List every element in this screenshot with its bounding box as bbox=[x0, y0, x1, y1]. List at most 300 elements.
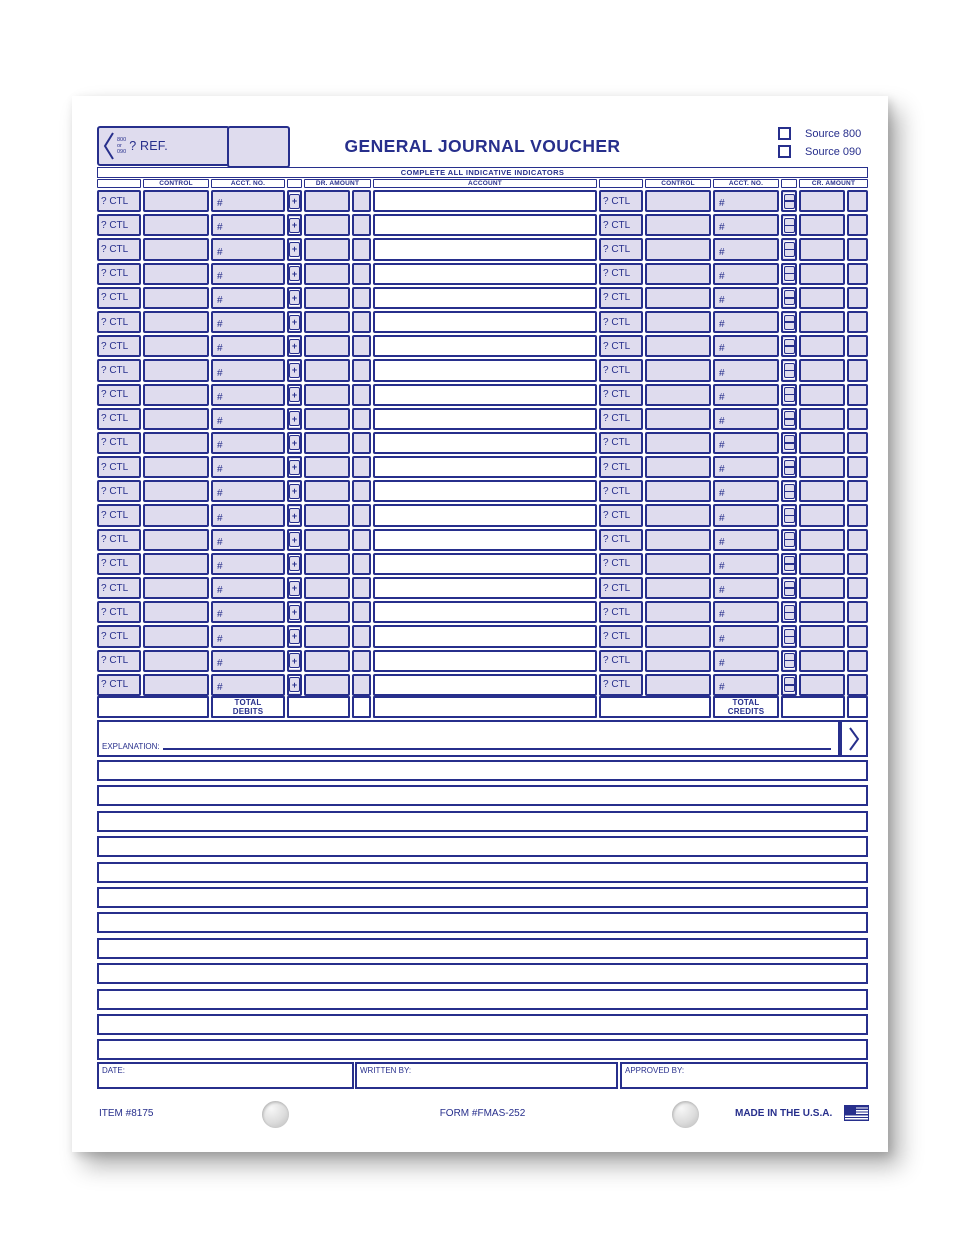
acct-no-cell-right[interactable]: # bbox=[713, 529, 779, 551]
ctl-cell-left[interactable]: ? CTL bbox=[97, 238, 141, 260]
cr-amount-cell[interactable] bbox=[799, 480, 845, 502]
control-cell-left[interactable] bbox=[143, 529, 209, 551]
cr-cents-cell[interactable] bbox=[847, 408, 868, 430]
dr-amount-cell[interactable] bbox=[304, 432, 350, 454]
debit-indicator-cell[interactable] bbox=[287, 408, 302, 430]
credit-indicator-cell[interactable] bbox=[781, 601, 797, 623]
cr-amount-cell[interactable] bbox=[799, 263, 845, 285]
credit-indicator-cell[interactable] bbox=[781, 650, 797, 672]
dr-cents-cell[interactable] bbox=[352, 553, 371, 575]
ctl-cell-right[interactable]: ? CTL bbox=[599, 311, 643, 333]
write-in-line[interactable] bbox=[97, 963, 868, 984]
cr-amount-cell[interactable] bbox=[799, 311, 845, 333]
acct-no-cell-right[interactable]: # bbox=[713, 456, 779, 478]
acct-no-cell-left[interactable]: # bbox=[211, 408, 285, 430]
write-in-line[interactable] bbox=[97, 1039, 868, 1060]
cr-cents-cell[interactable] bbox=[847, 311, 868, 333]
dr-cents-cell[interactable] bbox=[352, 504, 371, 526]
cr-amount-cell[interactable] bbox=[799, 238, 845, 260]
control-cell-right[interactable] bbox=[645, 553, 711, 575]
acct-no-cell-left[interactable]: # bbox=[211, 480, 285, 502]
debit-indicator-cell[interactable] bbox=[287, 214, 302, 236]
cr-amount-cell[interactable] bbox=[799, 335, 845, 357]
ctl-cell-left[interactable]: ? CTL bbox=[97, 263, 141, 285]
total-debits-amount-cell[interactable] bbox=[287, 696, 350, 718]
acct-no-cell-right[interactable]: # bbox=[713, 287, 779, 309]
debit-indicator-cell[interactable] bbox=[287, 238, 302, 260]
credit-indicator-cell[interactable] bbox=[781, 287, 797, 309]
total-debits-blank-left[interactable] bbox=[97, 696, 209, 718]
dr-amount-cell[interactable] bbox=[304, 480, 350, 502]
dr-amount-cell[interactable] bbox=[304, 238, 350, 260]
acct-no-cell-left[interactable]: # bbox=[211, 287, 285, 309]
control-cell-left[interactable] bbox=[143, 311, 209, 333]
write-in-line[interactable] bbox=[97, 1014, 868, 1035]
total-account-blank[interactable] bbox=[373, 696, 597, 718]
ctl-cell-right[interactable]: ? CTL bbox=[599, 263, 643, 285]
control-cell-left[interactable] bbox=[143, 384, 209, 406]
cr-cents-cell[interactable] bbox=[847, 287, 868, 309]
cr-cents-cell[interactable] bbox=[847, 577, 868, 599]
debit-indicator-cell[interactable] bbox=[287, 674, 302, 696]
acct-no-cell-left[interactable]: # bbox=[211, 529, 285, 551]
write-in-line[interactable] bbox=[97, 862, 868, 883]
acct-no-cell-left[interactable]: # bbox=[211, 238, 285, 260]
acct-no-cell-left[interactable]: # bbox=[211, 432, 285, 454]
ctl-cell-left[interactable]: ? CTL bbox=[97, 214, 141, 236]
credit-indicator-cell[interactable] bbox=[781, 456, 797, 478]
acct-no-cell-right[interactable]: # bbox=[713, 384, 779, 406]
dr-amount-cell[interactable] bbox=[304, 529, 350, 551]
ctl-cell-right[interactable]: ? CTL bbox=[599, 480, 643, 502]
acct-no-cell-left[interactable]: # bbox=[211, 384, 285, 406]
acct-no-cell-right[interactable]: # bbox=[713, 432, 779, 454]
written-by-field[interactable] bbox=[355, 1062, 618, 1089]
control-cell-left[interactable] bbox=[143, 359, 209, 381]
control-cell-left[interactable] bbox=[143, 650, 209, 672]
control-cell-right[interactable] bbox=[645, 456, 711, 478]
acct-no-cell-right[interactable]: # bbox=[713, 553, 779, 575]
ctl-cell-left[interactable]: ? CTL bbox=[97, 480, 141, 502]
dr-amount-cell[interactable] bbox=[304, 577, 350, 599]
debit-indicator-cell[interactable] bbox=[287, 601, 302, 623]
ctl-cell-left[interactable]: ? CTL bbox=[97, 311, 141, 333]
dr-amount-cell[interactable] bbox=[304, 408, 350, 430]
ctl-cell-right[interactable]: ? CTL bbox=[599, 335, 643, 357]
dr-amount-cell[interactable] bbox=[304, 311, 350, 333]
ctl-cell-left[interactable]: ? CTL bbox=[97, 674, 141, 696]
ctl-cell-right[interactable]: ? CTL bbox=[599, 577, 643, 599]
control-cell-left[interactable] bbox=[143, 214, 209, 236]
debit-indicator-cell[interactable] bbox=[287, 529, 302, 551]
dr-amount-cell[interactable] bbox=[304, 625, 350, 647]
debit-indicator-cell[interactable] bbox=[287, 577, 302, 599]
acct-no-cell-left[interactable]: # bbox=[211, 504, 285, 526]
acct-no-cell-left[interactable]: # bbox=[211, 577, 285, 599]
account-cell[interactable] bbox=[373, 650, 597, 672]
cr-amount-cell[interactable] bbox=[799, 384, 845, 406]
dr-amount-cell[interactable] bbox=[304, 650, 350, 672]
acct-no-cell-right[interactable]: # bbox=[713, 214, 779, 236]
write-in-line[interactable] bbox=[97, 938, 868, 959]
control-cell-right[interactable] bbox=[645, 384, 711, 406]
account-cell[interactable] bbox=[373, 577, 597, 599]
control-cell-left[interactable] bbox=[143, 480, 209, 502]
cr-cents-cell[interactable] bbox=[847, 263, 868, 285]
control-cell-right[interactable] bbox=[645, 238, 711, 260]
acct-no-cell-right[interactable]: # bbox=[713, 480, 779, 502]
control-cell-right[interactable] bbox=[645, 359, 711, 381]
ctl-cell-right[interactable]: ? CTL bbox=[599, 456, 643, 478]
cr-cents-cell[interactable] bbox=[847, 190, 868, 212]
cr-amount-cell[interactable] bbox=[799, 674, 845, 696]
account-cell[interactable] bbox=[373, 504, 597, 526]
debit-indicator-cell[interactable] bbox=[287, 311, 302, 333]
cr-amount-cell[interactable] bbox=[799, 287, 845, 309]
debit-indicator-cell[interactable] bbox=[287, 335, 302, 357]
cr-amount-cell[interactable] bbox=[799, 504, 845, 526]
dr-cents-cell[interactable] bbox=[352, 625, 371, 647]
ctl-cell-right[interactable]: ? CTL bbox=[599, 601, 643, 623]
control-cell-right[interactable] bbox=[645, 408, 711, 430]
credit-indicator-cell[interactable] bbox=[781, 311, 797, 333]
ctl-cell-right[interactable]: ? CTL bbox=[599, 432, 643, 454]
cr-cents-cell[interactable] bbox=[847, 238, 868, 260]
account-cell[interactable] bbox=[373, 674, 597, 696]
acct-no-cell-left[interactable]: # bbox=[211, 456, 285, 478]
acct-no-cell-right[interactable]: # bbox=[713, 650, 779, 672]
control-cell-left[interactable] bbox=[143, 625, 209, 647]
debit-indicator-cell[interactable] bbox=[287, 359, 302, 381]
ctl-cell-right[interactable]: ? CTL bbox=[599, 650, 643, 672]
cr-amount-cell[interactable] bbox=[799, 650, 845, 672]
acct-no-cell-right[interactable]: # bbox=[713, 335, 779, 357]
cr-cents-cell[interactable] bbox=[847, 529, 868, 551]
ctl-cell-left[interactable]: ? CTL bbox=[97, 504, 141, 526]
dr-cents-cell[interactable] bbox=[352, 287, 371, 309]
control-cell-left[interactable] bbox=[143, 238, 209, 260]
date-field[interactable] bbox=[97, 1062, 354, 1089]
dr-cents-cell[interactable] bbox=[352, 214, 371, 236]
dr-cents-cell[interactable] bbox=[352, 238, 371, 260]
dr-amount-cell[interactable] bbox=[304, 456, 350, 478]
ctl-cell-right[interactable]: ? CTL bbox=[599, 238, 643, 260]
debit-indicator-cell[interactable] bbox=[287, 504, 302, 526]
control-cell-left[interactable] bbox=[143, 263, 209, 285]
dr-amount-cell[interactable] bbox=[304, 674, 350, 696]
control-cell-right[interactable] bbox=[645, 625, 711, 647]
debit-indicator-cell[interactable] bbox=[287, 263, 302, 285]
ctl-cell-left[interactable]: ? CTL bbox=[97, 553, 141, 575]
debit-indicator-cell[interactable] bbox=[287, 480, 302, 502]
debit-indicator-cell[interactable] bbox=[287, 553, 302, 575]
write-in-line[interactable] bbox=[97, 836, 868, 857]
ctl-cell-left[interactable]: ? CTL bbox=[97, 359, 141, 381]
credit-indicator-cell[interactable] bbox=[781, 190, 797, 212]
account-cell[interactable] bbox=[373, 238, 597, 260]
acct-no-cell-left[interactable]: # bbox=[211, 601, 285, 623]
account-cell[interactable] bbox=[373, 456, 597, 478]
control-cell-left[interactable] bbox=[143, 456, 209, 478]
acct-no-cell-left[interactable]: # bbox=[211, 335, 285, 357]
dr-amount-cell[interactable] bbox=[304, 263, 350, 285]
cr-cents-cell[interactable] bbox=[847, 601, 868, 623]
account-cell[interactable] bbox=[373, 480, 597, 502]
acct-no-cell-right[interactable]: # bbox=[713, 408, 779, 430]
plus-box-icon: + bbox=[289, 315, 300, 330]
account-cell[interactable] bbox=[373, 384, 597, 406]
dr-cents-cell[interactable] bbox=[352, 408, 371, 430]
debit-indicator-cell[interactable] bbox=[287, 287, 302, 309]
account-cell[interactable] bbox=[373, 625, 597, 647]
control-cell-right[interactable] bbox=[645, 287, 711, 309]
control-cell-right[interactable] bbox=[645, 601, 711, 623]
ctl-cell-left[interactable]: ? CTL bbox=[97, 625, 141, 647]
acct-no-cell-left[interactable]: # bbox=[211, 214, 285, 236]
dr-cents-cell[interactable] bbox=[352, 674, 371, 696]
source-090-checkbox[interactable] bbox=[778, 145, 791, 158]
acct-no-cell-left[interactable]: # bbox=[211, 263, 285, 285]
ctl-cell-right[interactable]: ? CTL bbox=[599, 529, 643, 551]
total-credits-blank-left[interactable] bbox=[599, 696, 711, 718]
write-in-line[interactable] bbox=[97, 912, 868, 933]
credit-indicator-cell[interactable] bbox=[781, 214, 797, 236]
cr-cents-cell[interactable] bbox=[847, 553, 868, 575]
control-cell-right[interactable] bbox=[645, 432, 711, 454]
credit-indicator-cell[interactable] bbox=[781, 359, 797, 381]
account-cell[interactable] bbox=[373, 359, 597, 381]
ctl-cell-right[interactable]: ? CTL bbox=[599, 625, 643, 647]
dr-amount-cell[interactable] bbox=[304, 335, 350, 357]
debit-indicator-cell[interactable] bbox=[287, 384, 302, 406]
debit-indicator-cell[interactable] bbox=[287, 432, 302, 454]
control-cell-left[interactable] bbox=[143, 335, 209, 357]
dr-amount-cell[interactable] bbox=[304, 190, 350, 212]
cr-amount-cell[interactable] bbox=[799, 601, 845, 623]
account-cell[interactable] bbox=[373, 311, 597, 333]
dr-cents-cell[interactable] bbox=[352, 359, 371, 381]
account-cell[interactable] bbox=[373, 287, 597, 309]
write-in-line[interactable] bbox=[97, 989, 868, 1010]
ctl-cell-right[interactable]: ? CTL bbox=[599, 190, 643, 212]
ctl-cell-right[interactable]: ? CTL bbox=[599, 504, 643, 526]
credit-indicator-cell[interactable] bbox=[781, 504, 797, 526]
credit-indicator-cell[interactable] bbox=[781, 408, 797, 430]
dr-cents-cell[interactable] bbox=[352, 480, 371, 502]
acct-no-cell-right[interactable]: # bbox=[713, 263, 779, 285]
control-cell-left[interactable] bbox=[143, 408, 209, 430]
cr-cents-cell[interactable] bbox=[847, 384, 868, 406]
ctl-cell-left[interactable]: ? CTL bbox=[97, 650, 141, 672]
acct-no-cell-right[interactable]: # bbox=[713, 625, 779, 647]
acct-no-cell-left[interactable]: # bbox=[211, 650, 285, 672]
ctl-cell-right[interactable]: ? CTL bbox=[599, 384, 643, 406]
control-cell-left[interactable] bbox=[143, 553, 209, 575]
cr-amount-cell[interactable] bbox=[799, 456, 845, 478]
dr-amount-cell[interactable] bbox=[304, 384, 350, 406]
dr-cents-cell[interactable] bbox=[352, 190, 371, 212]
ctl-cell-right[interactable]: ? CTL bbox=[599, 408, 643, 430]
control-cell-right[interactable] bbox=[645, 190, 711, 212]
control-cell-right[interactable] bbox=[645, 480, 711, 502]
account-cell[interactable] bbox=[373, 408, 597, 430]
control-cell-right[interactable] bbox=[645, 311, 711, 333]
source-800-checkbox[interactable] bbox=[778, 127, 791, 140]
cr-cents-cell[interactable] bbox=[847, 480, 868, 502]
dr-cents-cell[interactable] bbox=[352, 650, 371, 672]
cr-amount-cell[interactable] bbox=[799, 625, 845, 647]
cr-cents-cell[interactable] bbox=[847, 650, 868, 672]
credit-indicator-cell[interactable] bbox=[781, 674, 797, 696]
ctl-cell-left[interactable]: ? CTL bbox=[97, 287, 141, 309]
acct-no-cell-right[interactable]: # bbox=[713, 359, 779, 381]
acct-no-cell-right[interactable]: # bbox=[713, 577, 779, 599]
dr-amount-cell[interactable] bbox=[304, 359, 350, 381]
cr-cents-cell[interactable] bbox=[847, 504, 868, 526]
dr-cents-cell[interactable] bbox=[352, 529, 371, 551]
dr-cents-cell[interactable] bbox=[352, 384, 371, 406]
cr-cents-cell[interactable] bbox=[847, 674, 868, 696]
account-cell[interactable] bbox=[373, 263, 597, 285]
acct-no-cell-left[interactable]: # bbox=[211, 311, 285, 333]
write-in-line[interactable] bbox=[97, 811, 868, 832]
control-cell-left[interactable] bbox=[143, 601, 209, 623]
cr-cents-cell[interactable] bbox=[847, 335, 868, 357]
control-cell-right[interactable] bbox=[645, 214, 711, 236]
cr-amount-cell[interactable] bbox=[799, 432, 845, 454]
ctl-cell-right[interactable]: ? CTL bbox=[599, 553, 643, 575]
dr-cents-cell[interactable] bbox=[352, 263, 371, 285]
cr-cents-cell[interactable] bbox=[847, 359, 868, 381]
account-cell[interactable] bbox=[373, 432, 597, 454]
acct-no-cell-left[interactable]: # bbox=[211, 625, 285, 647]
approved-by-field[interactable] bbox=[620, 1062, 868, 1089]
dr-amount-cell[interactable] bbox=[304, 601, 350, 623]
cr-amount-cell[interactable] bbox=[799, 190, 845, 212]
dr-cents-cell[interactable] bbox=[352, 601, 371, 623]
account-cell[interactable] bbox=[373, 601, 597, 623]
account-cell[interactable] bbox=[373, 214, 597, 236]
cr-amount-cell[interactable] bbox=[799, 577, 845, 599]
debit-indicator-cell[interactable] bbox=[287, 190, 302, 212]
ctl-cell-left[interactable]: ? CTL bbox=[97, 335, 141, 357]
ctl-cell-left[interactable]: ? CTL bbox=[97, 456, 141, 478]
total-credits-amount-cell[interactable] bbox=[781, 696, 845, 718]
acct-no-cell-left[interactable]: # bbox=[211, 674, 285, 696]
cr-amount-cell[interactable] bbox=[799, 553, 845, 575]
credit-indicator-cell[interactable] bbox=[781, 263, 797, 285]
ctl-cell-right[interactable]: ? CTL bbox=[599, 287, 643, 309]
ctl-cell-right[interactable]: ? CTL bbox=[599, 674, 643, 696]
acct-no-cell-right[interactable]: # bbox=[713, 238, 779, 260]
control-cell-left[interactable] bbox=[143, 432, 209, 454]
credit-indicator-cell[interactable] bbox=[781, 553, 797, 575]
acct-no-cell-left[interactable]: # bbox=[211, 553, 285, 575]
credit-indicator-cell[interactable] bbox=[781, 384, 797, 406]
control-cell-right[interactable] bbox=[645, 650, 711, 672]
ctl-cell-left[interactable]: ? CTL bbox=[97, 577, 141, 599]
ctl-cell-left[interactable]: ? CTL bbox=[97, 190, 141, 212]
cr-cents-cell[interactable] bbox=[847, 625, 868, 647]
credit-indicator-cell[interactable] bbox=[781, 238, 797, 260]
credit-indicator-cell[interactable] bbox=[781, 480, 797, 502]
cr-amount-cell[interactable] bbox=[799, 529, 845, 551]
cr-amount-cell[interactable] bbox=[799, 408, 845, 430]
acct-no-cell-right[interactable]: # bbox=[713, 190, 779, 212]
cr-cents-cell[interactable] bbox=[847, 432, 868, 454]
acct-no-cell-right[interactable]: # bbox=[713, 601, 779, 623]
explanation-write-line[interactable] bbox=[163, 748, 831, 750]
dr-cents-cell[interactable] bbox=[352, 456, 371, 478]
dr-amount-cell[interactable] bbox=[304, 214, 350, 236]
write-in-line[interactable] bbox=[97, 760, 868, 781]
control-cell-left[interactable] bbox=[143, 287, 209, 309]
credit-indicator-cell[interactable] bbox=[781, 577, 797, 599]
control-cell-right[interactable] bbox=[645, 263, 711, 285]
acct-no-cell-left[interactable]: # bbox=[211, 359, 285, 381]
control-cell-left[interactable] bbox=[143, 190, 209, 212]
acct-no-cell-right[interactable]: # bbox=[713, 311, 779, 333]
cr-cents-cell[interactable] bbox=[847, 456, 868, 478]
total-credits-cents-cell[interactable] bbox=[847, 696, 868, 718]
dr-cents-cell[interactable] bbox=[352, 577, 371, 599]
acct-no-cell-right[interactable]: # bbox=[713, 504, 779, 526]
dr-amount-cell[interactable] bbox=[304, 287, 350, 309]
ctl-cell-left[interactable]: ? CTL bbox=[97, 529, 141, 551]
account-cell[interactable] bbox=[373, 529, 597, 551]
dr-cents-cell[interactable] bbox=[352, 335, 371, 357]
control-cell-left[interactable] bbox=[143, 504, 209, 526]
dr-amount-cell[interactable] bbox=[304, 553, 350, 575]
ctl-cell-left[interactable]: ? CTL bbox=[97, 408, 141, 430]
ctl-cell-left[interactable]: ? CTL bbox=[97, 384, 141, 406]
credit-indicator-cell[interactable] bbox=[781, 335, 797, 357]
cr-cents-cell[interactable] bbox=[847, 214, 868, 236]
control-cell-right[interactable] bbox=[645, 335, 711, 357]
ctl-cell-left[interactable]: ? CTL bbox=[97, 601, 141, 623]
ctl-cell-right[interactable]: ? CTL bbox=[599, 359, 643, 381]
credit-indicator-cell[interactable] bbox=[781, 432, 797, 454]
dr-cents-cell[interactable] bbox=[352, 432, 371, 454]
control-cell-right[interactable] bbox=[645, 529, 711, 551]
credit-indicator-cell[interactable] bbox=[781, 625, 797, 647]
dr-amount-cell[interactable] bbox=[304, 504, 350, 526]
control-cell-right[interactable] bbox=[645, 504, 711, 526]
cr-amount-cell[interactable] bbox=[799, 214, 845, 236]
account-cell[interactable] bbox=[373, 335, 597, 357]
credit-indicator-cell[interactable] bbox=[781, 529, 797, 551]
control-cell-right[interactable] bbox=[645, 674, 711, 696]
acct-no-cell-right[interactable]: # bbox=[713, 674, 779, 696]
control-cell-right[interactable] bbox=[645, 577, 711, 599]
cr-amount-cell[interactable] bbox=[799, 359, 845, 381]
dr-cents-cell[interactable] bbox=[352, 311, 371, 333]
account-cell[interactable] bbox=[373, 553, 597, 575]
control-cell-left[interactable] bbox=[143, 577, 209, 599]
explanation-box[interactable] bbox=[97, 720, 840, 757]
debit-indicator-cell[interactable] bbox=[287, 456, 302, 478]
write-in-line[interactable] bbox=[97, 785, 868, 806]
control-cell-left[interactable] bbox=[143, 674, 209, 696]
ctl-cell-left[interactable]: ? CTL bbox=[97, 432, 141, 454]
debit-indicator-cell[interactable] bbox=[287, 650, 302, 672]
ctl-cell-right[interactable]: ? CTL bbox=[599, 214, 643, 236]
account-cell[interactable] bbox=[373, 190, 597, 212]
write-in-line[interactable] bbox=[97, 887, 868, 908]
total-debits-cents-cell[interactable] bbox=[352, 696, 371, 718]
acct-no-cell-left[interactable]: # bbox=[211, 190, 285, 212]
debit-indicator-cell[interactable] bbox=[287, 625, 302, 647]
